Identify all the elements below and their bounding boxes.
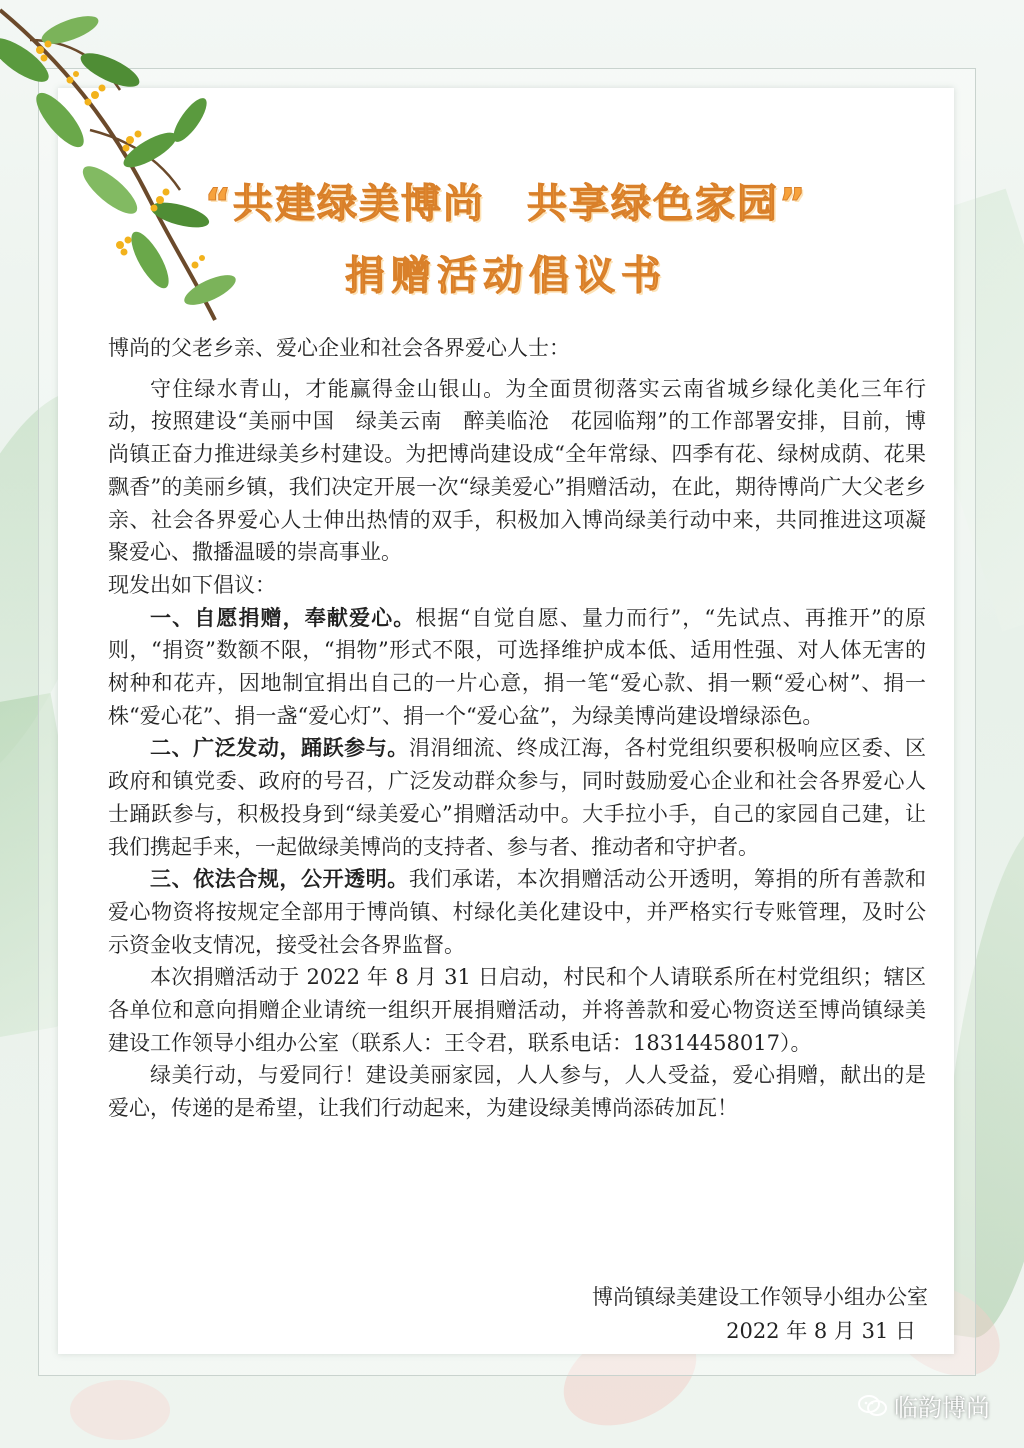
paragraph-contact xyxy=(108,961,926,1059)
paragraph-text: 本次捐赠活动于 2022 年 8 月 31 日启动，村民和个人请联系所在村党组织；辖区各单位和意向捐赠企业请统一组织开展捐赠活动，并将善款和爱心物资送至博尚镇绿美建设工作领导小组办公室（联系人：王令君，联系电话：18314458017）。 xyxy=(108,965,926,1055)
paragraph-text: 我们承诺，本次捐赠活动公开透明，筹捐的所有善款和爱心物资将按规定全部用于博尚镇、村绿化美化建设中，并严格实行专账管理，及时公示资金收支情况，接受社会各界监督。 xyxy=(108,867,927,957)
signature-org: 博尚镇绿美建设工作领导小组办公室 xyxy=(592,1285,928,1309)
watermark-text: 临韵博尚 xyxy=(894,1394,990,1422)
paragraph-text: 涓涓细流、终成江海，各村党组织要积极响应区委、区政府和镇党委、政府的号召，广泛发动群众参与，同时鼓励爱心企业和社会各界爱心人士踊跃参与，积极投身到“绿美爱心”捐赠活动中。大手拉小手，自己的家园自己建，让我们携起手来，一起做绿美博尚的支持者、参与者、推动者和守护者。 xyxy=(108,736,927,859)
signature-block xyxy=(592,1280,928,1348)
paragraph-closing xyxy=(108,1059,926,1124)
wechat-icon xyxy=(858,1394,888,1418)
account-watermark xyxy=(858,1388,990,1423)
document-subtitle: 捐赠活动倡议书 xyxy=(345,253,667,299)
signature-date: 2022 年 8 月 31 日 xyxy=(726,1319,916,1343)
item-heading: 二、广泛发动，踊跃参与。 xyxy=(150,735,409,761)
paragraph-text: 绿美行动，与爱同行！建设美丽家园，人人参与，人人受益，爱心捐赠，献出的是爱心，传递的是希望，让我们行动起来，为建设绿美博尚添砖加瓦！ xyxy=(108,1063,926,1121)
paragraph-text: 根据“自觉自愿、量力而行”，“先试点、再推开”的原则，“捐资”数额不限，“捐物”形式不限，可选择维护成本低、适用性强、对人体无害的树种和花卉，因地制宜捐出自己的一片心意，捐一笔“爱心款、捐一颗“爱心树”、捐一株“爱心花”、捐一盏“爱心灯”、捐一个“爱心盆”，为绿美博尚建设增绿添色。 xyxy=(108,605,926,728)
paragraph-item-1 xyxy=(108,602,926,733)
salutation: 博尚的父老乡亲、爱心企业和社会各界爱心人士： xyxy=(108,336,570,360)
paragraph-text: 现发出如下倡议： xyxy=(108,572,276,597)
document-body xyxy=(108,332,926,1125)
background-petal xyxy=(70,1380,170,1440)
paragraph-item-3 xyxy=(108,863,926,961)
item-heading: 三、依法合规，公开透明。 xyxy=(150,866,409,892)
item-heading: 一、自愿捐赠，奉献爱心。 xyxy=(150,604,416,630)
paragraph-intro xyxy=(108,373,926,569)
paragraph-item-2 xyxy=(108,732,926,863)
paragraph-proposal-heading xyxy=(108,569,926,602)
document-title: “共建绿美博尚 共享绿色家园” xyxy=(204,181,808,227)
paragraph-text: 守住绿水青山，才能赢得金山银山。为全面贯彻落实云南省城乡绿化美化三年行动，按照建设“美丽中国 绿美云南 醉美临沧 花园临翔”的工作部署安排，目前，博尚镇正奋力推进绿美乡村建设。为把博尚建设成“全年常绿、四季有花、绿树成荫、花果飘香”的美丽乡镇，我们决定开展一次“绿美爱心”捐赠活动，在此，期待博尚广大父老乡亲、社会各界爱心人士伸出热情的双手，积极加入博尚绿美行动中来，共同推进这项凝聚爱心、撒播温暖的崇高事业。 xyxy=(108,376,926,565)
